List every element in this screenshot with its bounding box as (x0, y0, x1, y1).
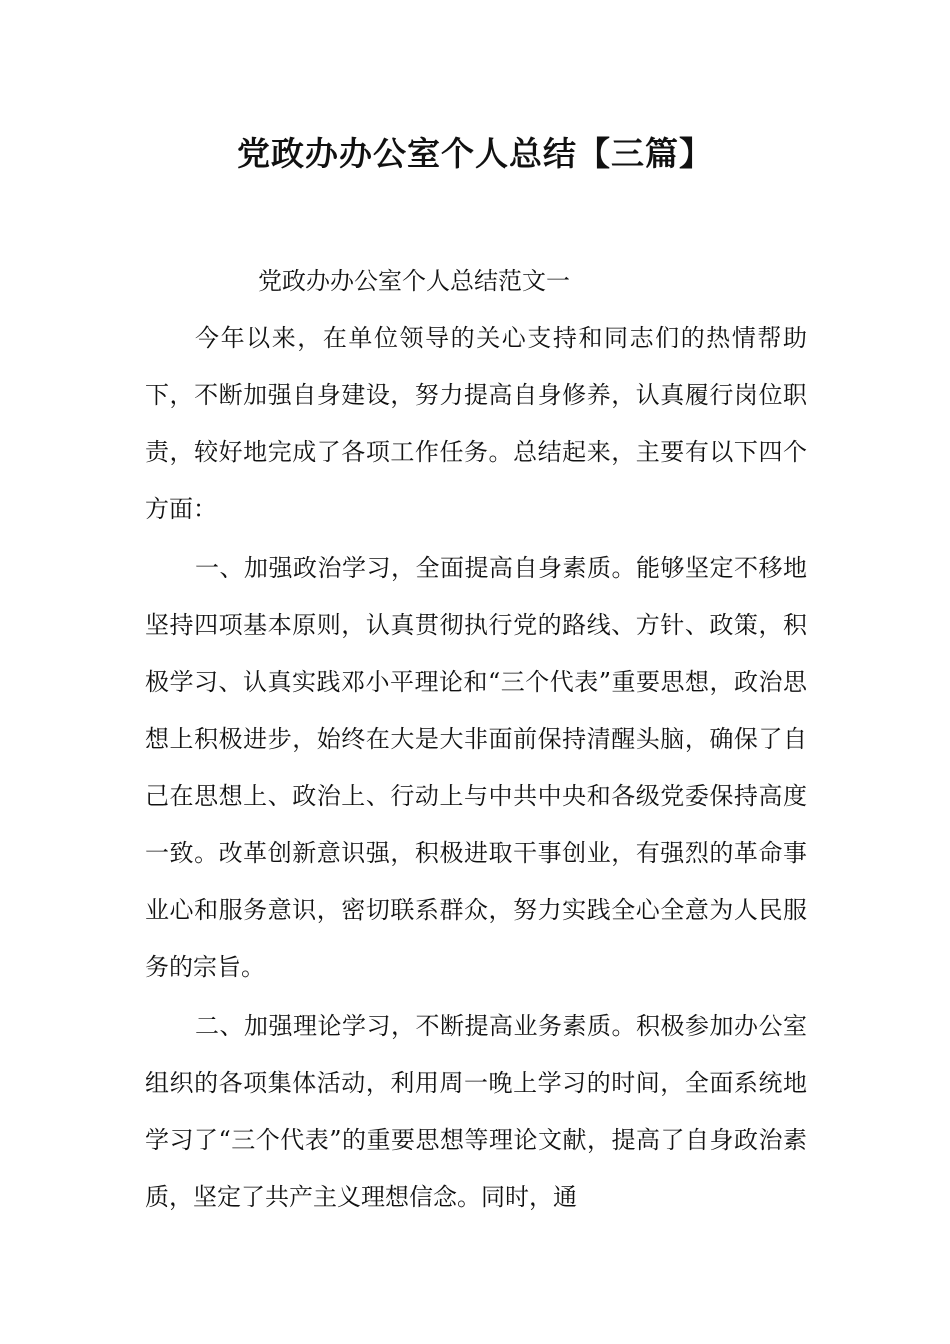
paragraph-theory-study: 二、加强理论学习，不断提高业务素质。积极参加办公室组织的各项集体活动，利用周一晚上学习的时间，全面系统地学习了“三个代表”的重要思想等理论文献，提高了自身政治素质，坚定了共产主义理想信念。同时，通 (145, 1012, 807, 1211)
section-subtitle: 党政办办公室个人总结范文一 (258, 267, 570, 295)
document-title: 党政办办公室个人总结【三篇】 (237, 134, 713, 173)
paragraph-political-study: 一、加强政治学习，全面提高自身素质。能够坚定不移地坚持四项基本原则，认真贯彻执行党的路线、方针、政策，积极学习、认真实践邓小平理论和“三个代表”重要思想，政治思想上积极进步，始终在大是大非面前保持清醒头脑，确保了自己在思想上、政治上、行动上与中共中央和各级党委保持高度一致。改革创新意识强，积极进取干事创业，有强烈的革命事业心和服务意识，密切联系群众，努力实践全心全意为人民服务的宗旨。 (145, 554, 807, 981)
paragraph-intro: 今年以来，在单位领导的关心支持和同志们的热情帮助下，不断加强自身建设，努力提高自身修养，认真履行岗位职责，较好地完成了各项工作任务。总结起来，主要有以下四个方面： (145, 324, 807, 523)
